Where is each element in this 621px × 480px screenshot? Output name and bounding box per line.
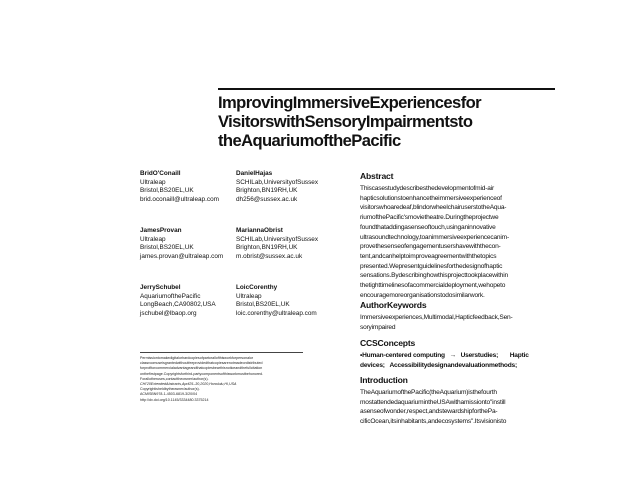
permission-line: Forallotheruses,contacttheowner/author(s). — [140, 376, 209, 381]
author-name: JerrySchubel — [140, 284, 181, 291]
title-rule — [218, 88, 555, 90]
abstract-line: foundthataddingasenseoftouch,usinganinnovative — [360, 223, 496, 231]
author-block — [140, 170, 219, 205]
ccs-concept: Userstudies; — [460, 352, 499, 359]
abstract-line: hapticsolutionstoenhancetheimmersiveexperienceof — [360, 194, 502, 202]
introduction-line: mostattendedaquariumintheUSAwithamissionto"instill — [360, 398, 506, 406]
author-email[interactable]: james.provan@ultraleap.com — [140, 253, 224, 261]
abstract-section — [360, 171, 560, 300]
author-name: MariannaObrist — [236, 227, 283, 234]
abstract-line: thetighttimelinesofacommercialdeployment,wehopeto — [360, 282, 506, 290]
introduction-section — [360, 375, 560, 427]
arrow-icon: → — [449, 352, 456, 359]
abstract-line: ultrasoundtechnology,toanimmersiveexperiencecanim- — [360, 233, 509, 241]
paper-title — [218, 93, 558, 150]
author-block — [140, 227, 223, 262]
keywords-body — [360, 313, 560, 332]
abstract-line: riumofthePacific'smovietheatre.Duringtheprojectwe — [360, 214, 499, 222]
introduction-body — [360, 388, 560, 427]
abstract-heading: Abstract — [360, 171, 394, 181]
keywords-section — [360, 300, 560, 332]
introduction-line: TheAquariumofthePacific(theAquarium)isthefourth — [360, 389, 497, 396]
doi-link[interactable]: http://dx.doi.org/10.1145/3334480.3375214 — [140, 397, 209, 402]
introduction-line: cificOcean,itsinhabitants,andecosystems".Itsvisionisto — [360, 418, 507, 426]
abstract-line: presented.Wepresentguidelinesforthedesignofhaptic — [360, 262, 503, 270]
permission-line: CHI'20ExtendedAbstracts,April25–30,2020,Honolulu,HI,USA — [140, 382, 237, 387]
abstract-line: sensations.Bydescribinghowthisprojecttookplacewithin — [360, 272, 508, 280]
keywords-heading: AuthorKeywords — [360, 300, 427, 310]
author-affiliation: Ultraleap — [140, 178, 166, 186]
abstract-line: visitorswhoaredeaf,blindorwheelchairuserstotheAqua- — [360, 204, 507, 212]
author-email[interactable]: jschubel@lbaop.org — [140, 310, 197, 318]
abstract-line: Thiscasestudydescribesthedevelopmentofmid-air — [360, 185, 494, 192]
permission-line: classroomuseisgrantedwithoutfeeprovidedthatcopiesarenotmadeordistributed — [140, 361, 263, 366]
permission-line: ACMISBN978-1-4503-6819-3/20/04 — [140, 392, 198, 397]
author-affiliation: SCHILab,UniversityofSussex — [236, 235, 319, 243]
author-address: Bristol,BS20EL,UK — [140, 244, 194, 252]
author-affiliation: SCHILab,UniversityofSussex — [236, 178, 319, 186]
ccs-body — [360, 351, 560, 370]
author-block — [236, 227, 318, 262]
permission-notice — [140, 352, 303, 403]
author-block — [140, 284, 216, 319]
author-affiliation: Ultraleap — [140, 235, 166, 243]
keywords-line: Immersiveexperiences,Multimodal,Hapticfeedback,Sen- — [360, 314, 513, 321]
abstract-line: provethesenseofengagementusershavewiththecon- — [360, 243, 501, 251]
author-name: BridO'Conaill — [140, 170, 181, 177]
introduction-heading: Introduction — [360, 375, 408, 385]
author-address: Bristol,BS20EL,UK — [236, 301, 290, 309]
title-line: theAquariumofthePacific — [218, 131, 401, 150]
ccs-line: devices; Accessibilitydesignandevaluationmethods; — [360, 361, 518, 369]
abstract-body — [360, 184, 560, 300]
author-email[interactable]: m.obrist@sussex.ac.uk — [236, 253, 303, 261]
permission-line: Copyrightisheldbytheowner/author(s). — [140, 387, 200, 392]
author-affiliation: AquariumofthePacific — [140, 292, 201, 300]
keywords-line: soryimpaired — [360, 323, 396, 331]
author-name: DanielHajas — [236, 170, 273, 177]
author-affiliation: Ultraleap — [236, 292, 262, 300]
title-line: ImprovingImmersiveExperiencesfor — [218, 93, 482, 112]
author-name: JamesProvan — [140, 227, 182, 234]
author-email[interactable]: dh256@sussex.ac.uk — [236, 196, 298, 204]
ccs-concept: Haptic — [509, 352, 529, 359]
author-address: Bristol,BS20EL,UK — [140, 187, 194, 195]
author-name: LoicCorenthy — [236, 284, 278, 291]
author-email[interactable]: brid.oconaill@ultraleap.com — [140, 196, 219, 204]
author-block — [236, 170, 318, 205]
ccs-section — [360, 338, 560, 370]
title-line: VisitorswithSensoryImpairmentsto — [218, 112, 473, 131]
ccs-heading: CCSConcepts — [360, 338, 416, 348]
permission-line: onthefirstpage.Copyrightsforthird-partycomponentsofthisworkmustbehonored. — [140, 371, 264, 376]
author-address: Brighton,BN19RH,UK — [236, 187, 298, 195]
author-address: Brighton,BN19RH,UK — [236, 244, 298, 252]
author-email[interactable]: loic.corenthy@ultraleap.com — [236, 310, 317, 318]
abstract-line: encouragemoreorganisationstodosimilarwork. — [360, 291, 485, 299]
permission-line: Permissiontomakedigitalorhardcopiesofpartorallofthisworkforpersonalor — [140, 356, 254, 360]
introduction-line: asenseofwonder,respect,andstewardshipforthePa- — [360, 408, 498, 416]
ccs-concept: •Human-centered computing — [360, 352, 445, 359]
author-block — [236, 284, 317, 319]
author-address: LongBeach,CA90802,USA — [140, 301, 216, 309]
ccs-line — [360, 351, 560, 361]
abstract-line: tent,andcanhelptoimproveagreementwiththetopics — [360, 252, 497, 260]
permission-line: forprofitorcommercialadvantageandthatcopiesbearthisnoticeandthefullcitation — [140, 366, 263, 371]
